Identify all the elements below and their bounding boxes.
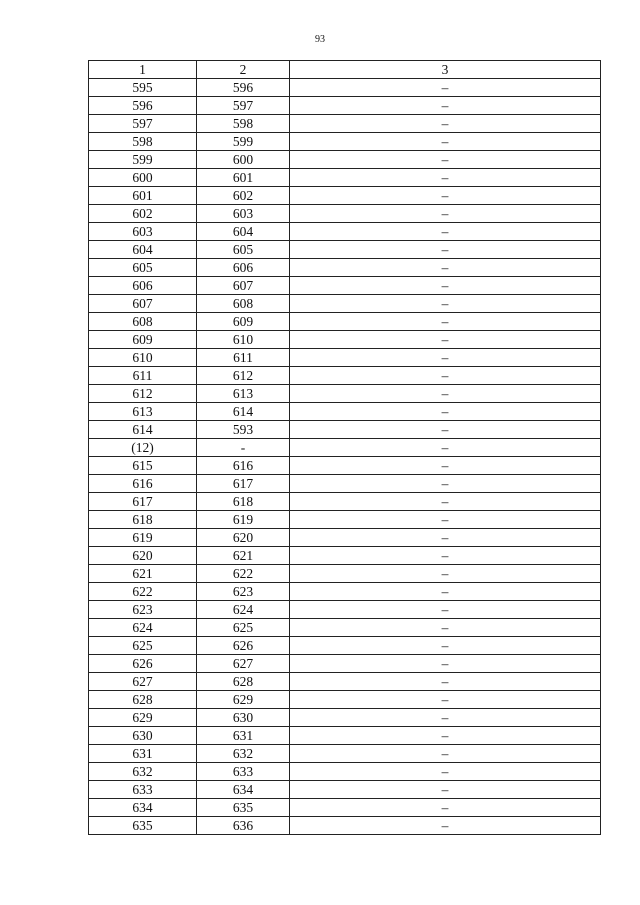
table-cell-col-3: – [290, 367, 601, 385]
table-row [89, 781, 601, 799]
table-cell-col-1: 634 [89, 799, 197, 817]
table-cell-col-3: – [290, 403, 601, 421]
table-row [89, 277, 601, 295]
table-row [89, 583, 601, 601]
table-row [89, 601, 601, 619]
table-cell-col-3: – [290, 349, 601, 367]
table-row [89, 205, 601, 223]
table-row [89, 403, 601, 421]
table-cell-col-3: – [290, 259, 601, 277]
table-cell-col-1: 618 [89, 511, 197, 529]
column-header-3: 3 [290, 61, 601, 79]
table-cell-col-2: 625 [197, 619, 290, 637]
table-cell-col-3: – [290, 565, 601, 583]
table-cell-col-2: 633 [197, 763, 290, 781]
table-cell-col-3: – [290, 781, 601, 799]
column-header-1: 1 [89, 61, 197, 79]
table-cell-col-2: 630 [197, 709, 290, 727]
table-cell-col-2: 609 [197, 313, 290, 331]
table-cell-col-3: – [290, 187, 601, 205]
table-row [89, 313, 601, 331]
table-cell-col-2: 600 [197, 151, 290, 169]
table-cell-col-2: 611 [197, 349, 290, 367]
table-cell-col-3: – [290, 637, 601, 655]
table-cell-col-2: 627 [197, 655, 290, 673]
table-cell-col-3: – [290, 313, 601, 331]
table-cell-col-2: 628 [197, 673, 290, 691]
column-header-2: 2 [197, 61, 290, 79]
table-row [89, 115, 601, 133]
table-cell-col-1: (12) [89, 439, 197, 457]
table-cell-col-3: – [290, 385, 601, 403]
table-cell-col-3: – [290, 205, 601, 223]
table-cell-col-1: 623 [89, 601, 197, 619]
table-cell-col-2: 601 [197, 169, 290, 187]
table-cell-col-2: 606 [197, 259, 290, 277]
page-number: 93 [315, 34, 325, 45]
table-cell-col-2: 629 [197, 691, 290, 709]
table-cell-col-2: 593 [197, 421, 290, 439]
table-cell-col-3: – [290, 421, 601, 439]
table-row [89, 367, 601, 385]
table-cell-col-3: – [290, 799, 601, 817]
table-cell-col-1: 619 [89, 529, 197, 547]
table-cell-col-2: 631 [197, 727, 290, 745]
table-cell-col-2: 614 [197, 403, 290, 421]
table-cell-col-3: – [290, 169, 601, 187]
table-cell-col-3: – [290, 529, 601, 547]
table-cell-col-3: – [290, 745, 601, 763]
table-cell-col-1: 603 [89, 223, 197, 241]
table-cell-col-1: 626 [89, 655, 197, 673]
table-cell-col-1: 615 [89, 457, 197, 475]
table-cell-col-1: 605 [89, 259, 197, 277]
table-cell-col-2: 624 [197, 601, 290, 619]
table-cell-col-2: 613 [197, 385, 290, 403]
table-cell-col-1: 611 [89, 367, 197, 385]
table-row [89, 169, 601, 187]
table-row [89, 799, 601, 817]
table-cell-col-3: – [290, 817, 601, 835]
table-cell-col-2: 612 [197, 367, 290, 385]
table-cell-col-2: 598 [197, 115, 290, 133]
table-cell-col-1: 607 [89, 295, 197, 313]
table-cell-col-2: 619 [197, 511, 290, 529]
table-cell-col-3: – [290, 151, 601, 169]
table-cell-col-1: 600 [89, 169, 197, 187]
table-cell-col-1: 604 [89, 241, 197, 259]
table-cell-col-3: – [290, 709, 601, 727]
table-cell-col-3: – [290, 295, 601, 313]
table-cell-col-3: – [290, 619, 601, 637]
table-cell-col-1: 629 [89, 709, 197, 727]
table-cell-col-3: – [290, 331, 601, 349]
table-cell-col-1: 595 [89, 79, 197, 97]
table-cell-col-3: – [290, 277, 601, 295]
table-row [89, 187, 601, 205]
table-cell-col-1: 625 [89, 637, 197, 655]
table-cell-col-2: 618 [197, 493, 290, 511]
data-table-container [88, 60, 600, 835]
table-row [89, 763, 601, 781]
table-row [89, 511, 601, 529]
table-cell-col-1: 633 [89, 781, 197, 799]
table-row [89, 655, 601, 673]
table-cell-col-1: 621 [89, 565, 197, 583]
table-cell-col-2: 610 [197, 331, 290, 349]
table-row [89, 727, 601, 745]
table-row [89, 547, 601, 565]
table-row [89, 133, 601, 151]
table-cell-col-2: 597 [197, 97, 290, 115]
table-cell-col-1: 613 [89, 403, 197, 421]
table-cell-col-2: 621 [197, 547, 290, 565]
table-cell-col-1: 635 [89, 817, 197, 835]
table-cell-col-3: – [290, 691, 601, 709]
table-cell-col-3: – [290, 655, 601, 673]
table-cell-col-2: 607 [197, 277, 290, 295]
table-cell-col-1: 597 [89, 115, 197, 133]
table-header-row [89, 61, 601, 79]
table-cell-col-2: 617 [197, 475, 290, 493]
table-cell-col-2: 599 [197, 133, 290, 151]
table-cell-col-3: – [290, 763, 601, 781]
table-cell-col-3: – [290, 115, 601, 133]
table-cell-col-1: 601 [89, 187, 197, 205]
table-cell-col-3: – [290, 493, 601, 511]
table-cell-col-1: 620 [89, 547, 197, 565]
table-cell-col-3: – [290, 439, 601, 457]
table-cell-col-3: – [290, 475, 601, 493]
table-cell-col-3: – [290, 601, 601, 619]
table-row [89, 385, 601, 403]
table-row [89, 151, 601, 169]
table-cell-col-1: 627 [89, 673, 197, 691]
table-row [89, 457, 601, 475]
table-cell-col-2: 620 [197, 529, 290, 547]
table-row [89, 439, 601, 457]
table-cell-col-1: 622 [89, 583, 197, 601]
table-cell-col-1: 632 [89, 763, 197, 781]
table-cell-col-2: 608 [197, 295, 290, 313]
table-cell-col-1: 612 [89, 385, 197, 403]
table-row [89, 565, 601, 583]
table-cell-col-3: – [290, 727, 601, 745]
table-cell-col-2: 602 [197, 187, 290, 205]
table-row [89, 529, 601, 547]
table-cell-col-3: – [290, 583, 601, 601]
table-cell-col-2: 632 [197, 745, 290, 763]
table-cell-col-1: 596 [89, 97, 197, 115]
table-row [89, 691, 601, 709]
table-cell-col-2: 603 [197, 205, 290, 223]
table-cell-col-3: – [290, 97, 601, 115]
table-cell-col-1: 599 [89, 151, 197, 169]
table-cell-col-1: 617 [89, 493, 197, 511]
table-cell-col-2: 596 [197, 79, 290, 97]
table-cell-col-1: 609 [89, 331, 197, 349]
table-row [89, 295, 601, 313]
table-cell-col-2: 616 [197, 457, 290, 475]
table-row [89, 259, 601, 277]
table-row [89, 349, 601, 367]
table-cell-col-2: 636 [197, 817, 290, 835]
table-cell-col-3: – [290, 223, 601, 241]
table-row [89, 619, 601, 637]
table-cell-col-1: 602 [89, 205, 197, 223]
table-row [89, 223, 601, 241]
table-cell-col-2: 604 [197, 223, 290, 241]
table-cell-col-3: – [290, 457, 601, 475]
table-row [89, 421, 601, 439]
table-body [89, 79, 601, 835]
table-cell-col-2: 635 [197, 799, 290, 817]
table-row [89, 817, 601, 835]
table-cell-col-2: 605 [197, 241, 290, 259]
table-row [89, 331, 601, 349]
table-row [89, 475, 601, 493]
table-cell-col-3: – [290, 241, 601, 259]
table-row [89, 709, 601, 727]
table-cell-col-3: – [290, 133, 601, 151]
table-cell-col-2: 623 [197, 583, 290, 601]
table-cell-col-1: 631 [89, 745, 197, 763]
table-cell-col-1: 606 [89, 277, 197, 295]
table-cell-col-1: 598 [89, 133, 197, 151]
table-row [89, 493, 601, 511]
table-cell-col-1: 614 [89, 421, 197, 439]
table-cell-col-3: – [290, 79, 601, 97]
table-cell-col-1: 624 [89, 619, 197, 637]
table-row [89, 97, 601, 115]
table-cell-col-1: 628 [89, 691, 197, 709]
table-cell-col-1: 630 [89, 727, 197, 745]
table-row [89, 79, 601, 97]
table-row [89, 241, 601, 259]
table-cell-col-3: – [290, 547, 601, 565]
table-cell-col-3: – [290, 673, 601, 691]
table-row [89, 745, 601, 763]
table-cell-col-1: 616 [89, 475, 197, 493]
table-cell-col-1: 610 [89, 349, 197, 367]
table-cell-col-2: 622 [197, 565, 290, 583]
table-cell-col-2: 626 [197, 637, 290, 655]
data-table [88, 60, 601, 835]
table-cell-col-2: 634 [197, 781, 290, 799]
table-row [89, 637, 601, 655]
table-cell-col-2: - [197, 439, 290, 457]
table-row [89, 673, 601, 691]
table-cell-col-3: – [290, 511, 601, 529]
table-cell-col-1: 608 [89, 313, 197, 331]
